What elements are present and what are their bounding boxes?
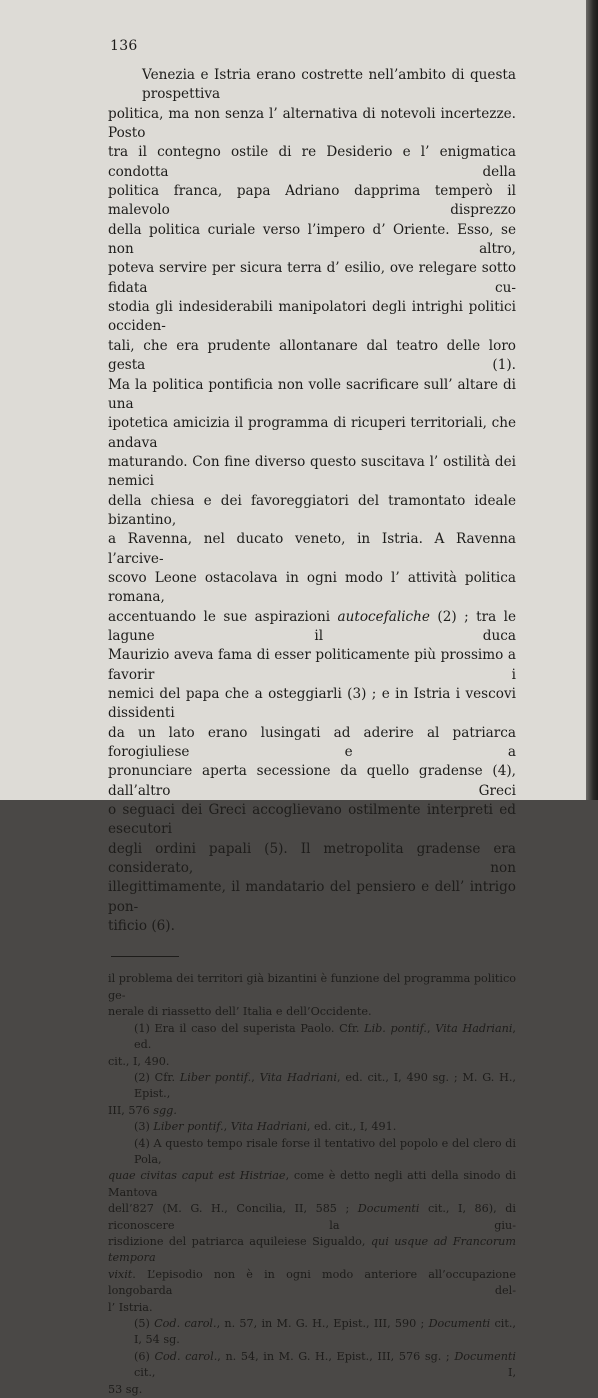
text-line: tificio (6). xyxy=(108,918,175,935)
text-line: scovo Leone ostacolava in ogni modo l’ attività politica romana, xyxy=(108,569,516,606)
italic-term: Cod. carol. xyxy=(154,1317,217,1330)
text-segment: , ed. cit., I, 490 sg. ; M. G. H., Epist., xyxy=(134,1070,516,1101)
page-number: 136 xyxy=(110,38,138,54)
text-segment: , come è detto negli atti della sinodo di Mantova xyxy=(108,1169,516,1199)
text-segment: cit., I, xyxy=(134,1366,516,1380)
italic-term: Vita Hadriani xyxy=(259,1070,337,1084)
italic-term: qui usque ad Francorum tempora xyxy=(108,1234,516,1265)
italic-term: sgg. xyxy=(153,1103,177,1117)
italic-term: Liber pontif. xyxy=(179,1070,252,1084)
footnote-4-cont: l’ Istria. xyxy=(108,1300,153,1314)
text-segment: (5) xyxy=(134,1317,155,1330)
footnote-line: il problema dei territori già bizantini è funzione del programma politico ge- xyxy=(108,972,516,1002)
text-line: politica franca, papa Adriano dapprima temperò il malevolo disprezzo xyxy=(108,183,516,219)
footnotes xyxy=(108,971,516,1398)
footnote-6 xyxy=(108,1349,516,1382)
footnote-5 xyxy=(108,1316,516,1349)
italic-term: Liber pontif. xyxy=(153,1120,224,1134)
text-line: della chiesa e dei favoreggiatori del tramontato ideale bizantino, xyxy=(108,492,516,528)
text-line: ipotetica amicizia il programma di ricuperi territoriali, che andava xyxy=(108,415,516,451)
text-segment: (1) Era il caso del superista Paolo. Cfr. xyxy=(134,1021,365,1035)
footnote-4-cont xyxy=(108,1234,516,1267)
footnote-2-cont xyxy=(108,1103,516,1119)
text-line: politica, ma non senza l’ alternativa di notevoli incertezze. Posto xyxy=(108,105,516,142)
footnote-3 xyxy=(108,1119,516,1135)
text-segment: (3) xyxy=(134,1120,154,1134)
page-content xyxy=(108,38,516,1398)
italic-term: Cod. carol. xyxy=(154,1349,218,1363)
footnote-4-cont xyxy=(108,1201,516,1234)
text-line: a Ravenna, nel ducato veneto, in Istria. A Ravenna l’arcive- xyxy=(108,531,516,567)
text-segment: III, 576 xyxy=(108,1103,154,1117)
footnote-4: (4) A questo tempo risale forse il tentativo del popolo e del clero di Pola, xyxy=(134,1136,516,1166)
text-line: tali, che era prudente allontanare dal teatro delle loro gesta (1). xyxy=(108,337,516,374)
italic-term: Vita Hadriani xyxy=(435,1021,513,1035)
text-line: da un lato erano lusingati ad aderire al patriarca forogiuliese e a xyxy=(108,724,516,761)
text-segment: (2) Cfr. xyxy=(134,1070,180,1084)
italic-term: Lib. pontif. xyxy=(364,1021,427,1035)
italic-term: Documenti xyxy=(454,1349,516,1363)
footnote-1 xyxy=(108,1021,516,1054)
footnote-6-cont: 53 sg. xyxy=(108,1382,143,1396)
text-segment: cit., I, 54 sg. xyxy=(134,1317,516,1347)
text-line: tra il contegno ostile di re Desiderio e l’ enigmatica condotta della xyxy=(108,144,516,180)
text-line: stodia gli indesiderabili manipolatori degli intrighi politici occiden- xyxy=(108,299,516,335)
italic-term: quae civitas caput est Histriae xyxy=(108,1169,286,1183)
text-segment: , ed. xyxy=(134,1021,516,1052)
main-text xyxy=(108,66,516,936)
text-line: Maurizio aveva fama di esser politicamente più prossimo a favorir i xyxy=(108,647,516,683)
footnote-4-cont xyxy=(108,1267,516,1300)
footnote-line: nerale di riassetto dell’ Italia e dell’Occidente. xyxy=(108,1005,372,1019)
italic-term: Vita Hadriani xyxy=(230,1120,307,1134)
footnote-1-cont: cit., I, 490. xyxy=(108,1054,170,1068)
text-line: Ma la politica pontificia non volle sacrificare sull’ altare di una xyxy=(108,376,516,412)
text-line: degli ordini papali (5). Il metropolita gradense era considerato, non xyxy=(108,840,516,877)
text-segment: , xyxy=(251,1070,260,1084)
text-segment: . L’episodio non è in ogni modo anteriore all’occupazione longobarda del- xyxy=(108,1267,516,1298)
text-segment: dell’827 (M. G. H., Concilia, II, 585 ; xyxy=(108,1202,358,1216)
text-segment: accentuando le sue aspirazioni xyxy=(108,608,338,625)
text-line: maturando. Con fine diverso questo suscitava l’ ostilità dei nemici xyxy=(108,453,516,490)
text-segment: , xyxy=(223,1120,231,1134)
italic-term: Documenti xyxy=(357,1202,420,1216)
text-line: della politica curiale verso l’impero d’ Oriente. Esso, se non altro, xyxy=(108,221,516,258)
italic-term: Documenti xyxy=(428,1317,491,1330)
text-segment: , xyxy=(426,1021,436,1035)
text-segment: , n. 54, in M. G. H., Epist., III, 576 sg. ; xyxy=(217,1349,455,1363)
footnote-2 xyxy=(108,1070,516,1103)
text-line xyxy=(108,608,516,647)
footnote-separator xyxy=(111,956,179,957)
text-line: illegittimamente, il mandatario del pensiero e dell’ intrigo pon- xyxy=(108,879,516,915)
italic-term: autocefaliche xyxy=(337,608,430,625)
text-segment: (6) xyxy=(134,1349,155,1363)
text-segment: cit., I, 86), di riconoscere la giu- xyxy=(108,1202,516,1232)
text-segment: (2) ; tra le lagune il duca xyxy=(108,608,517,644)
footnote-4-cont xyxy=(108,1168,516,1201)
text-line: poteva servire per sicura terra d’ esilio, ove relegare sotto fidata cu- xyxy=(108,260,516,296)
text-line: pronunciare aperta secessione da quello gradense (4), dall’altro Greci xyxy=(108,763,516,799)
text-segment: , n. 57, in M. G. H., Epist., III, 590 ; xyxy=(216,1317,429,1330)
scan-border xyxy=(586,0,598,800)
text-line: nemici del papa che a osteggiarli (3) ; e in Istria i vescovi dissidenti xyxy=(108,686,516,722)
text-line: o seguaci dei Greci accoglievano ostilmente interpreti ed esecutori xyxy=(108,802,516,838)
italic-term: vixit xyxy=(108,1267,133,1281)
text-segment: , ed. cit., I, 491. xyxy=(306,1120,397,1134)
text-segment: risdizione del patriarca aquileiese Sigualdo, xyxy=(108,1234,371,1248)
text-line: Venezia e Istria erano costrette nell’ambito di questa prospettiva xyxy=(142,67,516,103)
